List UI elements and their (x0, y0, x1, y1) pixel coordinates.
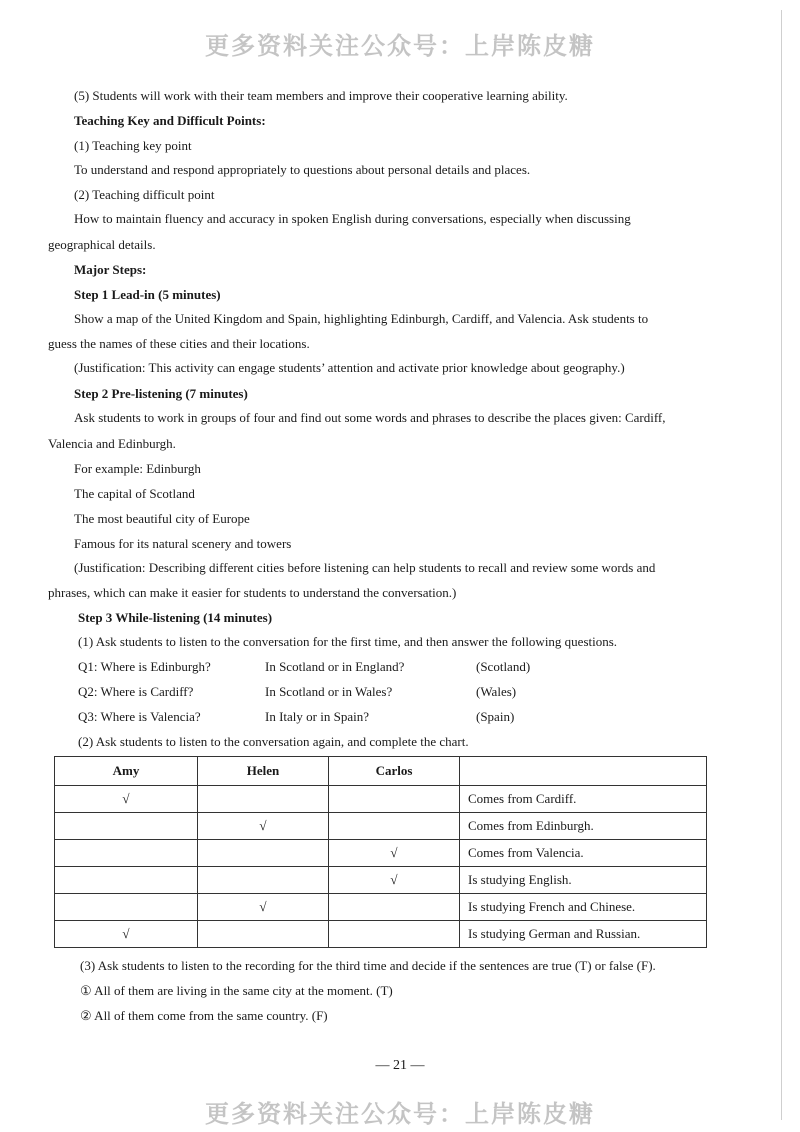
watermark-bottom: 更多资料关注公众号：上岸陈皮糖 (205, 1100, 595, 1128)
question-1-options: In Scotland or in England? (265, 659, 405, 674)
question-3-options: In Italy or in Spain? (265, 709, 369, 724)
difficult-point-label: (2) Teaching difficult point (74, 187, 215, 202)
cell-amy: √ (55, 786, 198, 813)
cell-statement: Comes from Valencia. (460, 840, 707, 867)
step2-justification: (Justification: Describing different cities before listening can help students to recall and review some words and (74, 560, 656, 575)
step2-text: Ask students to work in groups of four and find out some words and phrases to describe the places given: Cardiff, (74, 410, 666, 425)
table-row (55, 813, 707, 840)
cell-carlos (329, 921, 460, 948)
cell-carlos (329, 813, 460, 840)
cell-statement: Comes from Cardiff. (460, 786, 707, 813)
cell-helen (198, 921, 329, 948)
example-label: For example: Edinburgh (74, 461, 201, 476)
cell-statement: Comes from Edinburgh. (460, 813, 707, 840)
question-1: Q1: Where is Edinburgh? (78, 659, 211, 674)
table-row (55, 867, 707, 894)
page-edge-line (781, 10, 782, 1120)
question-2-options: In Scotland or in Wales? (265, 684, 393, 699)
step2-justification-cont: phrases, which can make it easier for students to understand the conversation.) (48, 585, 457, 600)
cell-helen: √ (198, 894, 329, 921)
header-helen: Helen (198, 757, 329, 786)
major-steps-heading: Major Steps: (74, 262, 147, 277)
cell-amy (55, 813, 198, 840)
step3-task-2: (2) Ask students to listen to the conversation again, and complete the chart. (78, 734, 469, 749)
question-1-answer: (Scotland) (476, 659, 531, 674)
cell-statement: Is studying English. (460, 867, 707, 894)
key-points-heading: Teaching Key and Difficult Points: (74, 113, 266, 128)
step2-text-cont: Valencia and Edinburgh. (48, 436, 176, 451)
cell-statement: Is studying German and Russian. (460, 921, 707, 948)
cell-amy (55, 867, 198, 894)
step3-heading: Step 3 While-listening (14 minutes) (78, 610, 273, 625)
header-carlos: Carlos (329, 757, 460, 786)
cell-helen (198, 840, 329, 867)
table-header-row (55, 757, 707, 786)
step3-task-1: (1) Ask students to listen to the conversation for the first time, and then answer the following questions. (78, 634, 618, 649)
cell-helen: √ (198, 813, 329, 840)
cell-amy (55, 840, 198, 867)
cell-amy: √ (55, 921, 198, 948)
page-number: — 21 — (375, 1058, 425, 1073)
statement-2: ② All of them come from the same country. (F) (80, 1008, 328, 1023)
question-2: Q2: Where is Cardiff? (78, 684, 194, 699)
example-1: The capital of Scotland (74, 486, 195, 501)
header-statement (460, 757, 707, 786)
table-row (55, 786, 707, 813)
step1-text-cont: guess the names of these cities and their locations. (48, 336, 310, 351)
watermark-top: 更多资料关注公众号：上岸陈皮糖 (205, 32, 595, 60)
key-point-text: To understand and respond appropriately to questions about personal details and places. (74, 162, 531, 177)
table-row (55, 840, 707, 867)
example-3: Famous for its natural scenery and towers (74, 536, 292, 551)
key-point-label: (1) Teaching key point (74, 138, 192, 153)
statement-1: ① All of them are living in the same city at the moment. (T) (80, 983, 393, 998)
step1-justification: (Justification: This activity can engage students’ attention and activate prior knowledge about geography.) (74, 360, 625, 375)
table-row (55, 894, 707, 921)
step1-text: Show a map of the United Kingdom and Spain, highlighting Edinburgh, Cardiff, and Valencia. Ask students to (74, 311, 649, 326)
question-3-answer: (Spain) (476, 709, 515, 724)
listening-chart (54, 756, 707, 948)
cell-carlos: √ (329, 867, 460, 894)
cell-helen (198, 867, 329, 894)
cell-amy (55, 894, 198, 921)
cell-carlos (329, 786, 460, 813)
difficult-point-text-cont: geographical details. (48, 237, 156, 252)
header-amy: Amy (55, 757, 198, 786)
table-row (55, 921, 707, 948)
cell-carlos (329, 894, 460, 921)
step3-task-3: (3) Ask students to listen to the recording for the third time and decide if the sentences are true (T) or false (F). (80, 958, 656, 973)
cell-statement: Is studying French and Chinese. (460, 894, 707, 921)
difficult-point-text: How to maintain fluency and accuracy in spoken English during conversations, especially when discussing (74, 211, 631, 226)
cell-helen (198, 786, 329, 813)
example-2: The most beautiful city of Europe (74, 511, 250, 526)
question-3: Q3: Where is Valencia? (78, 709, 201, 724)
objective-5: (5) Students will work with their team members and improve their cooperative learning ability. (74, 88, 568, 103)
step2-heading: Step 2 Pre-listening (7 minutes) (74, 386, 248, 401)
question-2-answer: (Wales) (476, 684, 517, 699)
cell-carlos: √ (329, 840, 460, 867)
step1-heading: Step 1 Lead-in (5 minutes) (74, 287, 221, 302)
